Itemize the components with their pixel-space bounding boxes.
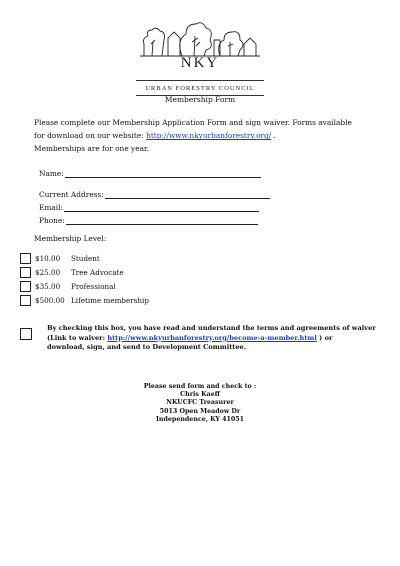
option-checkbox[interactable] [20,295,31,306]
name-field-row [39,169,261,178]
address-input-line[interactable] [105,190,270,199]
waiver-line-3: download, sign, and send to Development Committee. [47,343,247,352]
option-checkbox[interactable] [20,253,31,264]
website-link[interactable]: http://www.nkyurbanforestry.org/ [146,131,272,141]
option-price: $500.00 [35,296,65,305]
logo-subtitle: URBAN FORESTRY COUNCIL [145,85,255,92]
waiver-line-2 [47,334,377,344]
send-line-1: Please send form and check to : [143,383,257,390]
intro-line-3: Memberships are for one year. [34,144,150,154]
membership-option-professional[interactable] [20,281,116,292]
logo-abbreviation: NKY [180,55,220,71]
option-checkbox[interactable] [20,281,31,292]
intro-line-1: Please complete our Membership Application Form and sign waiver. Forms available [34,118,352,127]
phone-label: Phone: [39,216,65,225]
waiver-link[interactable]: http://www.nkyurbanforestry.org/become-a-member.html [107,333,317,342]
address-field-row [39,190,270,199]
waiver-checkbox[interactable] [20,328,32,340]
logo-divider-top [136,80,264,81]
address-label: Current Address: [39,190,104,199]
waiver-line-2-suffix: ) or [319,333,333,342]
tree-skyline-icon [140,18,260,58]
phone-input-line[interactable] [66,216,258,225]
email-input-line[interactable] [64,203,259,212]
option-price: $35.00 [35,282,61,291]
waiver-line-1: By checking this box, you have read and understand the terms and agreements of waiver [47,324,376,332]
option-checkbox[interactable] [20,267,31,278]
intro-line-2-suffix: . [273,131,276,141]
intro-text [34,116,374,156]
mailing-instructions [0,383,400,424]
option-name: Professional [71,282,116,291]
name-input-line[interactable] [65,169,261,178]
email-field-row [39,203,259,212]
option-price: $25.00 [35,268,61,277]
phone-field-row [39,216,258,225]
email-label: Email: [39,203,64,212]
option-name: Lifetime membership [71,296,149,305]
treasurer-name: Chris Kaeff [180,391,220,399]
option-name: Tree Advocate [71,268,124,277]
option-price: $10.00 [35,254,61,263]
city-state-zip: Independence, KY 41051 [155,415,245,423]
name-label: Name: [39,169,64,178]
waiver-text [47,324,377,353]
form-title: Membership Form [164,95,236,104]
membership-level-label: Membership Level: [34,234,107,243]
intro-line-2-prefix: for download on our website: [34,131,144,141]
treasurer-title: NKUCFC Treasurer [166,399,234,407]
nky-logo [130,18,270,92]
street-address: 5013 Open Meadow Dr [159,407,241,415]
membership-option-lifetime[interactable] [20,295,149,306]
intro-line-2 [34,129,374,142]
option-name: Student [71,254,100,263]
waiver-line-2-prefix: (Link to waiver: [47,333,106,342]
membership-option-tree-advocate[interactable] [20,267,124,278]
membership-option-student[interactable] [20,253,100,264]
